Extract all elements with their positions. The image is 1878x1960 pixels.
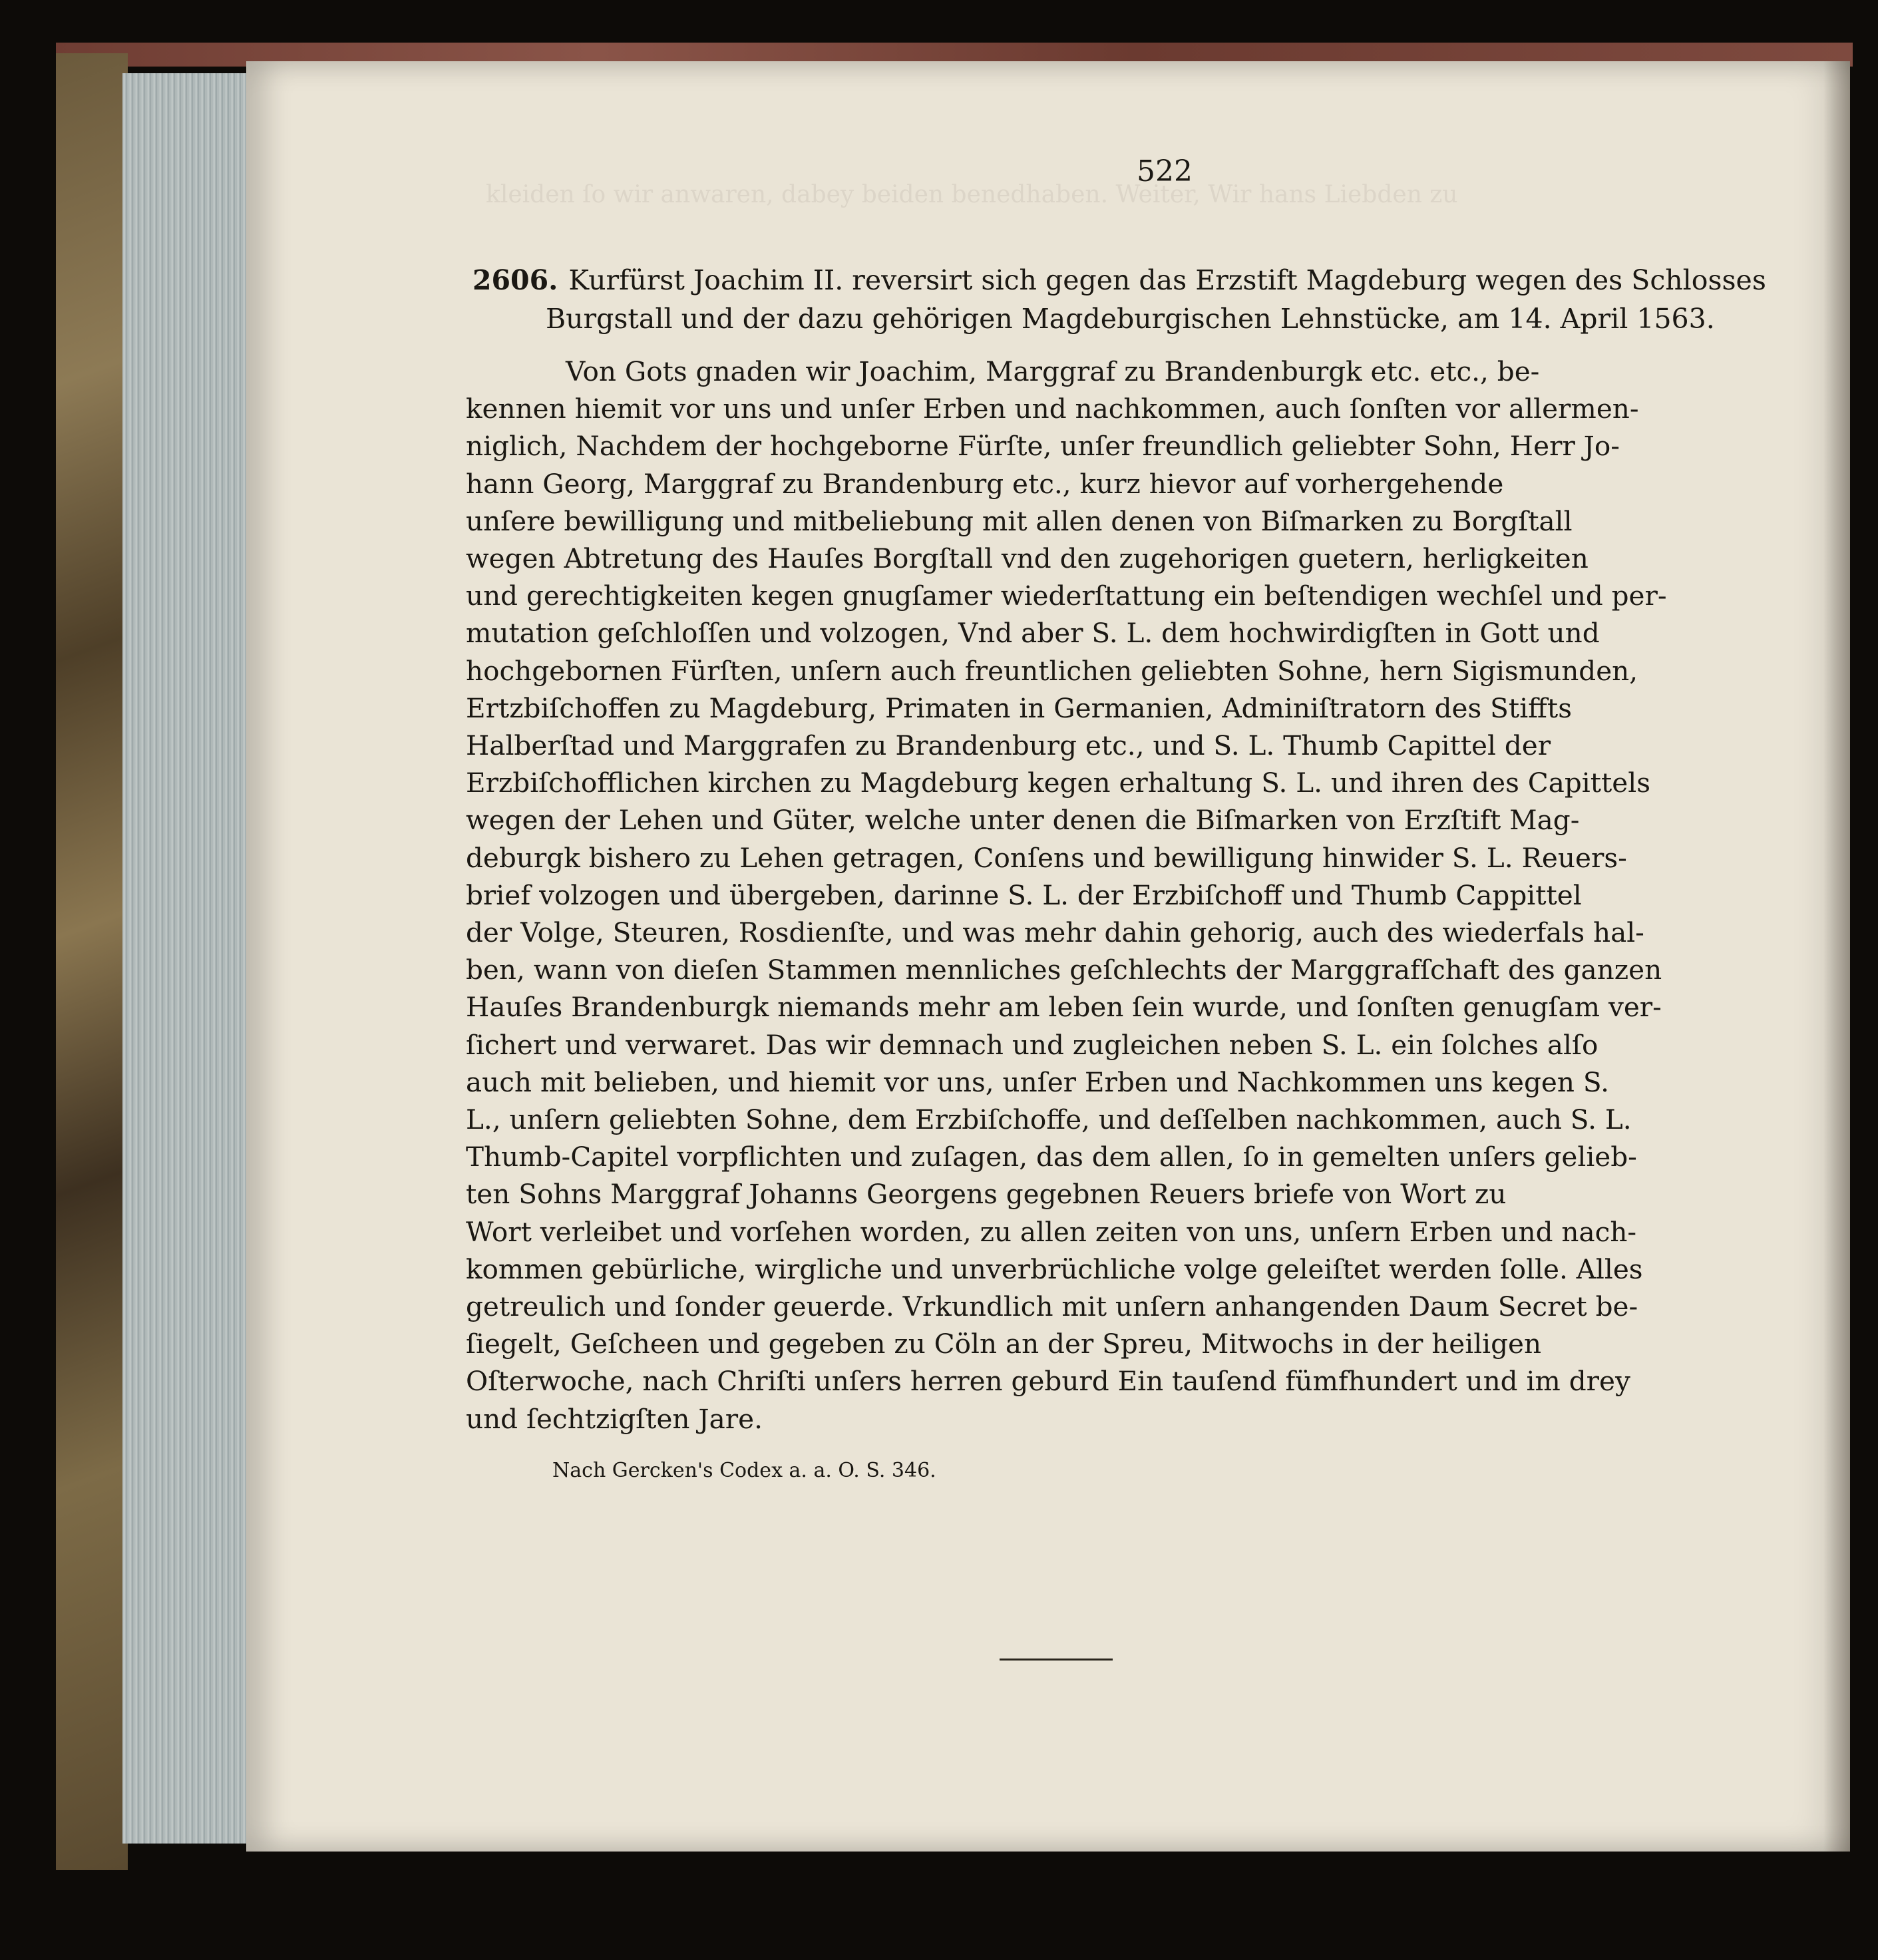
document-body	[466, 353, 1837, 1438]
body-line: Thumb-Capitel vorpflichten und zuſagen, das dem allen, ſo in gemelten unſers gelieb-	[466, 1141, 1637, 1173]
body-line: kennen hiemit vor uns und unſer Erben und nachkommen, auch ſonſten vor allermen-	[466, 393, 1639, 425]
body-line: ten Sohns Marggraf Johanns Georgens gegebnen Reuers briefe von Wort zu	[466, 1178, 1507, 1211]
body-line: kommen gebürliche, wirgliche und unverbrüchliche volge geleiſtet werden ſolle. Alles	[466, 1253, 1643, 1285]
body-line: mutation geſchloſſen und volzogen, Vnd aber S. L. dem hochwirdigſten in Gott und	[466, 617, 1600, 650]
entry-heading-line-1: Kurfürst Joachim II. reversirt sich gegen das Erzstift Magdeburg wegen des Schlosses	[568, 264, 1766, 296]
body-line: niglich, Nachdem der hochgeborne Fürſte, unſer freundlich geliebter Sohn, Herr Jo-	[466, 430, 1620, 463]
body-line: der Volge, Steuren, Rosdienſte, und was mehr dahin gehorig, auch des wiederfals hal-	[466, 916, 1644, 949]
body-line: Oſterwoche, nach Chriſti unſers herren geburd Ein tauſend fümfhundert und im drey	[466, 1365, 1630, 1398]
body-line: und gerechtigkeiten kegen gnugſamer wiederſtattung ein beſtendigen wechſel und per-	[466, 580, 1667, 612]
book-cover-marbled-edge	[56, 53, 128, 1870]
body-line: unſere bewilligung und mitbeliebung mit allen denen von Biſmarken zu Borgſtall	[466, 504, 1573, 537]
show-through-text: kleiden ſo wir anwaren, dabey beiden benedhaben. Weiter, Wir hans Liebden zu	[486, 181, 1458, 208]
book-page	[246, 61, 1850, 1852]
body-line: Ertzbiſchoffen zu Magdeburg, Primaten in Germanien, Adminiſtratorn des Stiffts	[466, 691, 1572, 724]
body-line: L., unſern geliebten Sohne, dem Erzbiſchoffe, und deſſelben nachkommen, auch S. L.	[466, 1103, 1632, 1136]
body-line: Hauſes Brandenburgk niemands mehr am leben ſein wurde, und ſonſten genugſam ver-	[466, 991, 1662, 1024]
page-block-edges	[122, 73, 249, 1844]
page-number: 522	[1137, 154, 1193, 188]
source-citation: Nach Gercken's Codex a. a. O. S. 346.	[552, 1459, 936, 1482]
body-line: Von Gots gnaden wir Joachim, Marggraf zu Brandenburgk etc. etc., be-	[566, 355, 1540, 387]
section-divider	[1000, 1659, 1113, 1661]
entry-heading	[472, 261, 1817, 338]
body-line: auch mit belieben, und hiemit vor uns, unſer Erben und Nachkommen uns kegen S.	[466, 1066, 1610, 1098]
body-line: Wort verleibet und vorſehen worden, zu allen zeiten von uns, unſern Erben und nach-	[466, 1215, 1637, 1248]
entry-heading-line-2: Burgstall und der dazu gehörigen Magdeburgischen Lehnstücke, am 14. April 1563.	[546, 303, 1715, 335]
body-line: deburgk bishero zu Lehen getragen, Conſens und bewilligung hinwider S. L. Reuers-	[466, 841, 1627, 874]
entry-number: 2606.	[472, 264, 558, 296]
body-line: ſiegelt, Geſcheen und gegeben zu Cöln an der Spreu, Mitwochs in der heiligen	[466, 1328, 1542, 1360]
body-line: Erzbiſchofflichen kirchen zu Magdeburg kegen erhaltung S. L. und ihren des Capittels	[466, 767, 1651, 799]
body-line: getreulich und ſonder geuerde. Vrkundlich mit unſern anhangenden Daum Secret be-	[466, 1290, 1638, 1323]
body-line: hann Georg, Marggraf zu Brandenburg etc., kurz hievor auf vorhergehende	[466, 467, 1504, 500]
body-line: Halberſtad und Marggrafen zu Brandenburg etc., und S. L. Thumb Capittel der	[466, 729, 1551, 762]
body-line: und ſechtzigſten Jare.	[466, 1402, 763, 1435]
body-line: ben, wann von dieſen Stammen mennliches geſchlechts der Marggrafſchaft des ganzen	[466, 954, 1662, 986]
body-line: wegen Abtretung des Hauſes Borgſtall vnd den zugehorigen guetern, herligkeiten	[466, 542, 1589, 575]
body-line: wegen der Lehen und Güter, welche unter denen die Biſmarken von Erzſtift Mag-	[466, 804, 1580, 837]
body-line: ſichert und verwaret. Das wir demnach und zugleichen neben S. L. ein ſolches alſo	[466, 1028, 1598, 1061]
body-line: brief volzogen und übergeben, darinne S. L. der Erzbiſchoff und Thumb Cappittel	[466, 879, 1582, 911]
body-line: hochgebornen Fürſten, unſern auch freuntlichen geliebten Sohne, hern Sigismunden,	[466, 654, 1638, 687]
